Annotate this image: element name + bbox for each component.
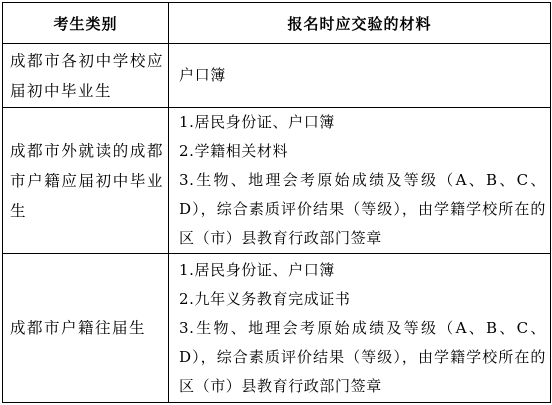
materials-cell <box>169 254 551 403</box>
category-cell: 成都市各初中学校应届初中毕业生 <box>3 44 169 108</box>
material-item: 1.居民身份证、户口簿 <box>179 113 335 131</box>
header-materials: 报名时应交验的材料 <box>169 3 551 44</box>
material-item: 户口簿 <box>179 66 226 84</box>
material-item: 3.生物、地理会考原始成绩及等级（A、B、C、D），综合素质评价结果（等级），由学籍学校所在的区（市）县教育行政部门签章 <box>179 318 546 395</box>
material-item: 2.九年义务教育完成证书 <box>179 289 351 308</box>
table-row <box>3 254 551 403</box>
header-category: 考生类别 <box>3 3 169 44</box>
material-item: 1.居民身份证、户口簿 <box>179 260 335 279</box>
category-cell: 成都市户籍往届生 <box>3 254 169 403</box>
material-item: 3.生物、地理会考原始成绩及等级（A、B、C、D），综合素质评价结果（等级），由学籍学校所在的区（市）县教育行政部门签章 <box>179 171 546 247</box>
materials-cell <box>169 44 551 108</box>
table-row <box>3 44 551 108</box>
materials-table <box>2 2 551 403</box>
materials-table-container <box>2 2 550 403</box>
category-cell: 成都市外就读的成都市户籍应届初中毕业生 <box>3 108 169 254</box>
table-header-row <box>3 3 551 44</box>
material-item: 2.学籍相关材料 <box>179 142 289 160</box>
table-row <box>3 108 551 254</box>
materials-cell <box>169 108 551 254</box>
